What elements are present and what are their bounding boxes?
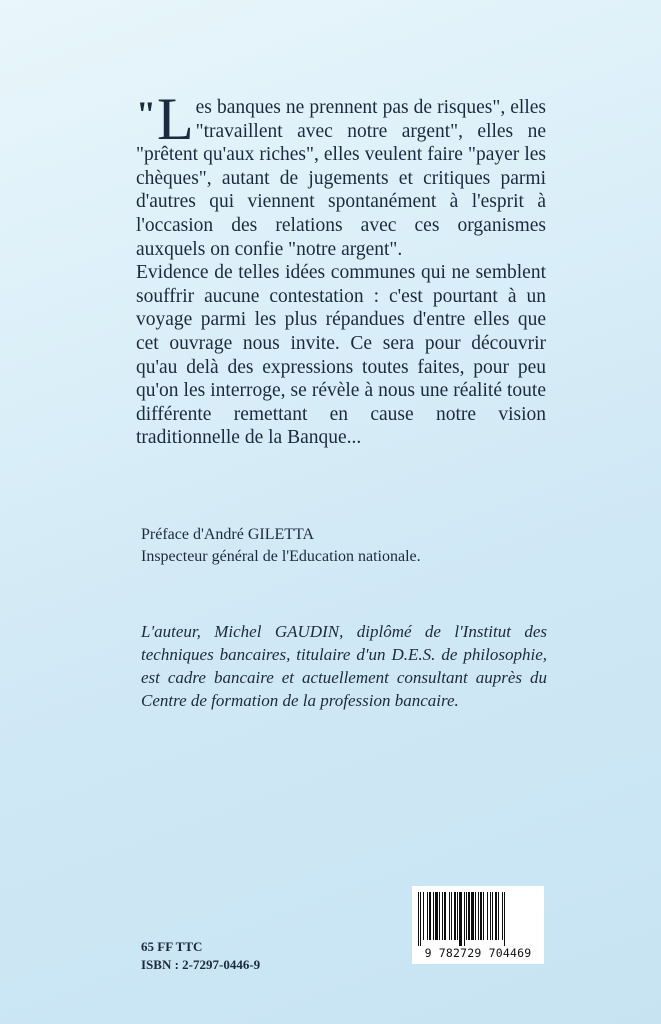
barcode-bars-icon: [412, 886, 544, 948]
blurb-text: [136, 86, 546, 450]
blurb-paragraph-2: Evidence de telles idées communes qui ne semblent souffrir aucune contestation : c'est pourtant à un voyage parmi les plus répandues d'entre elles que cet ouvrage nous invite. Ce sera pour découvrir qu'au delà des expressions toutes faites, pour peu qu'on les interroge, se révèle à nous une réalité toute différente remettant en cause notre vision traditionnelle de la Banque...: [136, 262, 546, 449]
blurb-paragraph-1-text: es banques ne prennent pas de risques", elles "travaillent avec notre argent", elles ne "prêtent qu'aux riches", elles veulent faire "payer les chèques", autant de jugements et critiques parmi d'autres qui viennent spontanément à l'esprit à l'occasion des relations avec ces organismes auxquels on confie "notre argent".: [136, 97, 546, 260]
drop-cap-letter: L: [157, 86, 194, 152]
preface-credit: [141, 524, 421, 568]
author-bio: L'auteur, Michel GAUDIN, diplômé de l'Institut des techniques bancaires, titulaire d'un D.E.S. de philosophie, est cadre bancaire et actuellement consultant auprès du Centre de formation de la profession bancaire.: [141, 622, 547, 710]
barcode-digits: 9 782729 704469: [424, 946, 532, 960]
barcode: [412, 886, 544, 964]
price-block: [141, 938, 260, 974]
preface-author-title: Inspecteur général de l'Education nationale.: [141, 548, 421, 565]
blurb-paragraph-1: [136, 86, 546, 261]
drop-cap-group: [136, 86, 194, 152]
price-label: 65 FF TTC: [141, 939, 203, 954]
preface-author: Préface d'André GILETTA: [141, 526, 315, 543]
open-quote-mark: ": [136, 94, 156, 134]
isbn-label: ISBN : 2-7297-0446-9: [141, 957, 261, 972]
